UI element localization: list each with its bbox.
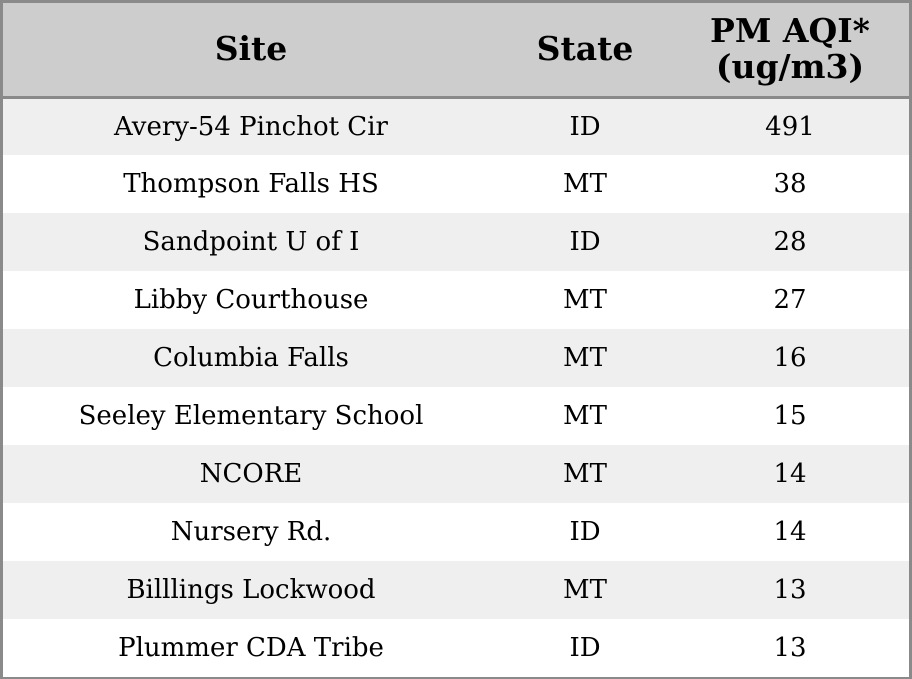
cell-site: Seeley Elementary School (78, 401, 424, 431)
table-row (3, 561, 909, 619)
cell-state: ID (569, 111, 601, 142)
column-header-pm-aqi-line2: (ug/m3) (715, 47, 865, 87)
table-row (3, 155, 909, 213)
cell-site: Billlings Lockwood (126, 575, 376, 605)
cell-pm-aqi: 14 (773, 517, 807, 547)
table-row (3, 329, 909, 387)
cell-state: MT (563, 401, 607, 431)
table-row (3, 445, 909, 503)
cell-state: ID (569, 517, 601, 547)
cell-state: ID (569, 633, 601, 663)
cell-pm-aqi: 27 (773, 285, 807, 315)
cell-state: MT (563, 575, 607, 605)
cell-pm-aqi: 13 (773, 633, 807, 663)
table-row (3, 271, 909, 329)
table-row (3, 97, 909, 155)
cell-state: ID (569, 227, 601, 257)
table-row (3, 387, 909, 445)
cell-state: MT (563, 459, 607, 489)
cell-site: Nursery Rd. (170, 517, 332, 547)
air-quality-table (3, 3, 909, 677)
cell-pm-aqi: 28 (773, 227, 807, 257)
cell-site: Thompson Falls HS (123, 169, 379, 199)
table-row (3, 213, 909, 271)
cell-pm-aqi: 491 (765, 111, 815, 142)
table-body (3, 97, 909, 677)
cell-site: Columbia Falls (153, 343, 349, 373)
table-row (3, 619, 909, 677)
cell-pm-aqi: 16 (773, 343, 807, 373)
table-header (3, 3, 909, 97)
column-header-state: State (499, 3, 671, 97)
cell-state: MT (563, 169, 607, 199)
column-header-pm-aqi (671, 3, 909, 97)
cell-pm-aqi: 38 (773, 169, 807, 199)
column-header-site: Site (3, 3, 499, 97)
table-row (3, 503, 909, 561)
header-row (3, 3, 909, 97)
cell-site: Plummer CDA Tribe (118, 633, 384, 663)
cell-site: Sandpoint U of I (142, 227, 360, 257)
cell-pm-aqi: 13 (773, 575, 807, 605)
cell-site: Avery-54 Pinchot Cir (114, 111, 388, 142)
cell-pm-aqi: 14 (773, 459, 807, 489)
cell-state: MT (563, 285, 607, 315)
column-header-pm-aqi-line1: PM AQI* (710, 11, 870, 51)
cell-pm-aqi: 15 (773, 401, 807, 431)
cell-site: Libby Courthouse (133, 285, 369, 315)
cell-state: MT (563, 343, 607, 373)
cell-site: NCORE (199, 459, 303, 489)
